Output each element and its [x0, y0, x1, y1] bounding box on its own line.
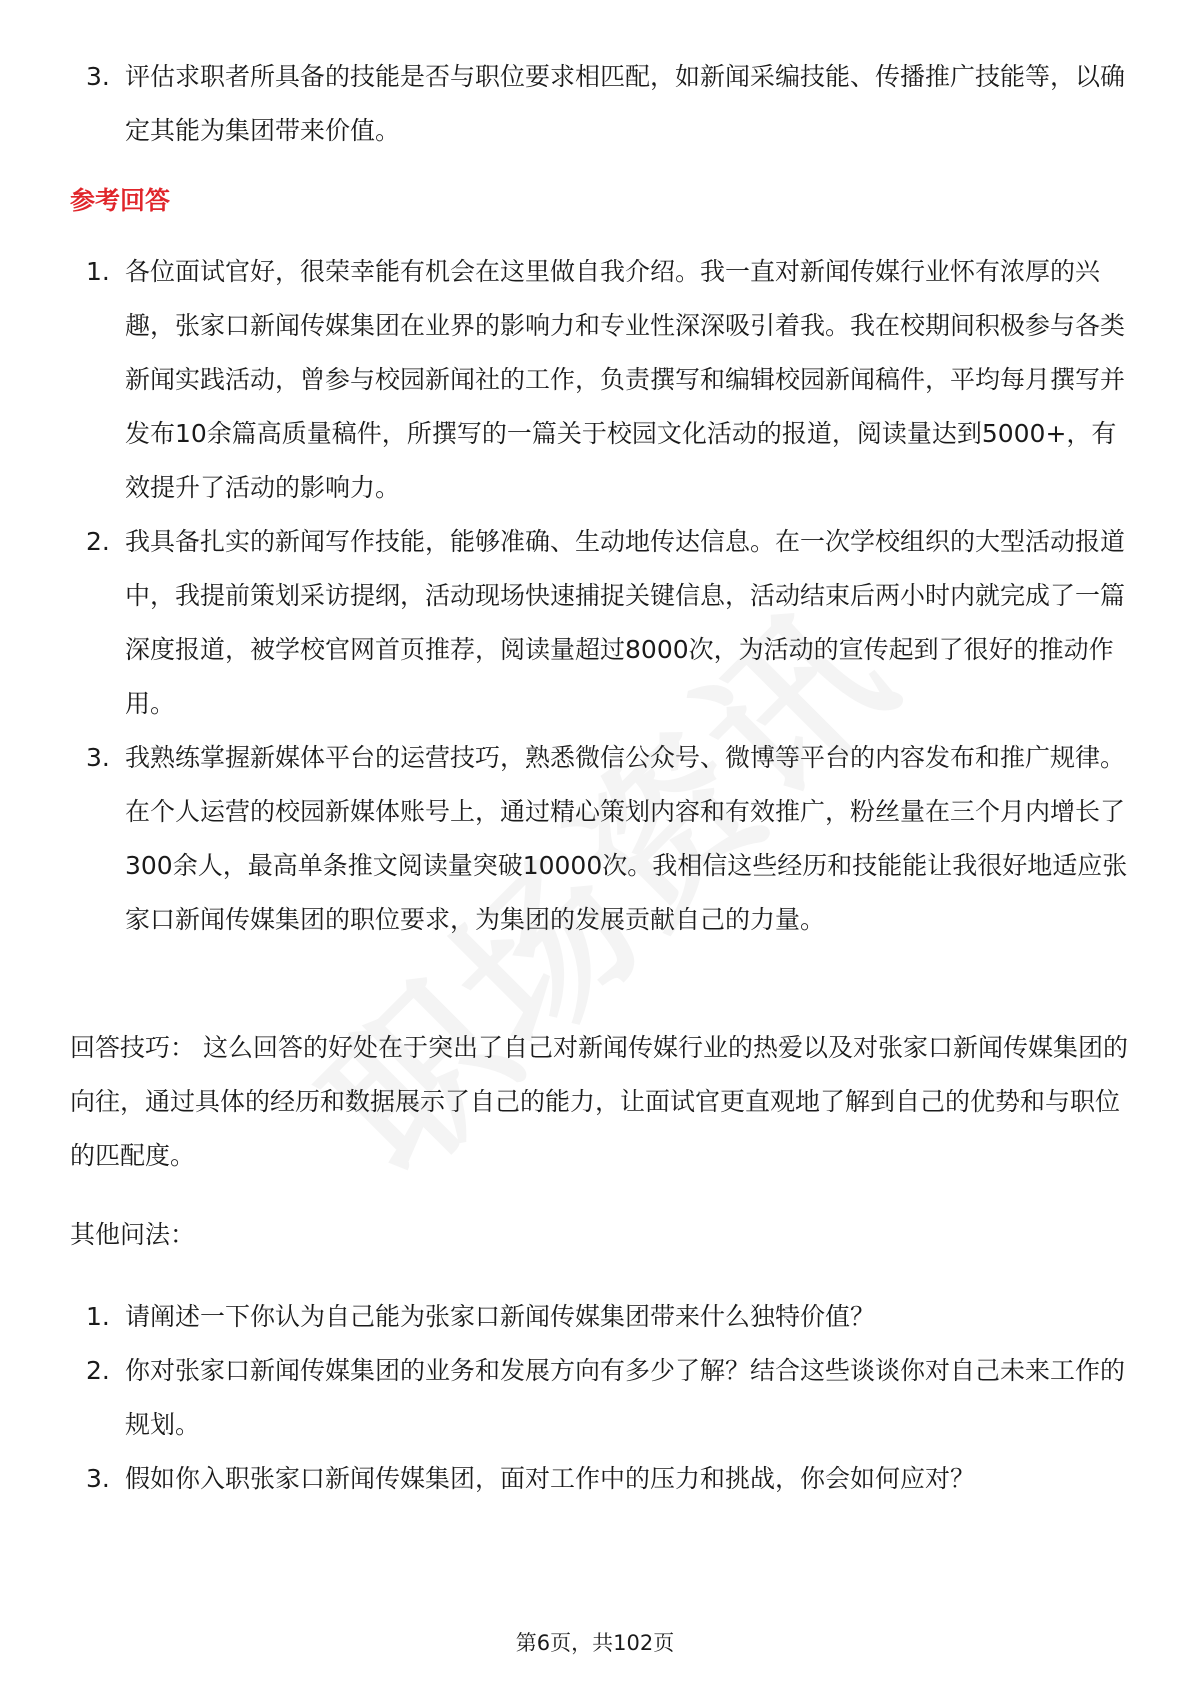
list-item: [70, 731, 1130, 947]
list-item: [70, 1290, 1130, 1344]
list-number: 3.: [86, 1464, 110, 1493]
list-item: [70, 1344, 1130, 1452]
list-item-text: 各位面试官好，很荣幸能有机会在这里做自我介绍。我一直对新闻传媒行业怀有浓厚的兴趣，张家口新闻传媒集团在业界的影响力和专业性深深吸引着我。我在校期间积极参与各类新闻实践活动，曾参与校园新闻社的工作，负责撰写和编辑校园新闻稿件，平均每月撰写并发布10余篇高质量稿件，所撰写的一篇关于校园文化活动的报道，阅读量达到5000+，有效提升了活动的影响力。: [125, 257, 1126, 502]
list-item-text: 评估求职者所具备的技能是否与职位要求相匹配，如新闻采编技能、传播推广技能等，以确定其能为集团带来价值。: [125, 62, 1126, 145]
list-number: 1.: [86, 1302, 110, 1331]
list-item-text: 你对张家口新闻传媒集团的业务和发展方向有多少了解？结合这些谈谈你对自己未来工作的规划。: [125, 1356, 1126, 1439]
list-item: [70, 515, 1130, 731]
list-number: 2.: [86, 1356, 110, 1385]
list-item-text: 我熟练掌握新媒体平台的运营技巧，熟悉微信公众号、微博等平台的内容发布和推广规律。在个人运营的校园新媒体账号上，通过精心策划内容和有效推广，粉丝量在三个月内增长了300余人，最高单条推文阅读量突破10000次。我相信这些经历和技能能让我很好地适应张家口新闻传媒集团的职位要求，为集团的发展贡献自己的力量。: [125, 743, 1128, 934]
reference-answer-list: [70, 245, 1130, 947]
reference-answer-heading: 参考回答: [70, 186, 171, 215]
list-item-text: 假如你入职张家口新闻传媒集团，面对工作中的压力和挑战，你会如何应对？: [125, 1464, 976, 1493]
list-number: 2.: [86, 527, 110, 556]
list-item-text: 请阐述一下你认为自己能为张家口新闻传媒集团带来什么独特价值？: [125, 1302, 876, 1331]
page-number-footer: 第6页，共102页: [515, 1631, 675, 1655]
list-item: [70, 1452, 1130, 1506]
list-item: [70, 50, 1130, 158]
list-item: [70, 245, 1130, 515]
list-number: 3.: [86, 62, 110, 91]
list-number: 3.: [86, 743, 110, 772]
other-questions-list: [70, 1290, 1130, 1506]
list-item-text: 我具备扎实的新闻写作技能，能够准确、生动地传达信息。在一次学校组织的大型活动报道中，我提前策划采访提纲，活动现场快速捕捉关键信息，活动结束后两小时内就完成了一篇深度报道，被学校官网首页推荐，阅读量超过8000次，为活动的宣传起到了很好的推动作用。: [125, 527, 1126, 718]
evaluation-point-list: [70, 50, 1130, 158]
other-questions-heading: 其他问法：: [70, 1220, 196, 1249]
list-number: 1.: [86, 257, 110, 286]
answer-tips-paragraph: 回答技巧： 这么回答的好处在于突出了自己对新闻传媒行业的热爱以及对张家口新闻传媒集团的向往，通过具体的经历和数据展示了自己的能力，让面试官更直观地了解到自己的优势和与职位的匹配度。: [70, 1033, 1128, 1170]
